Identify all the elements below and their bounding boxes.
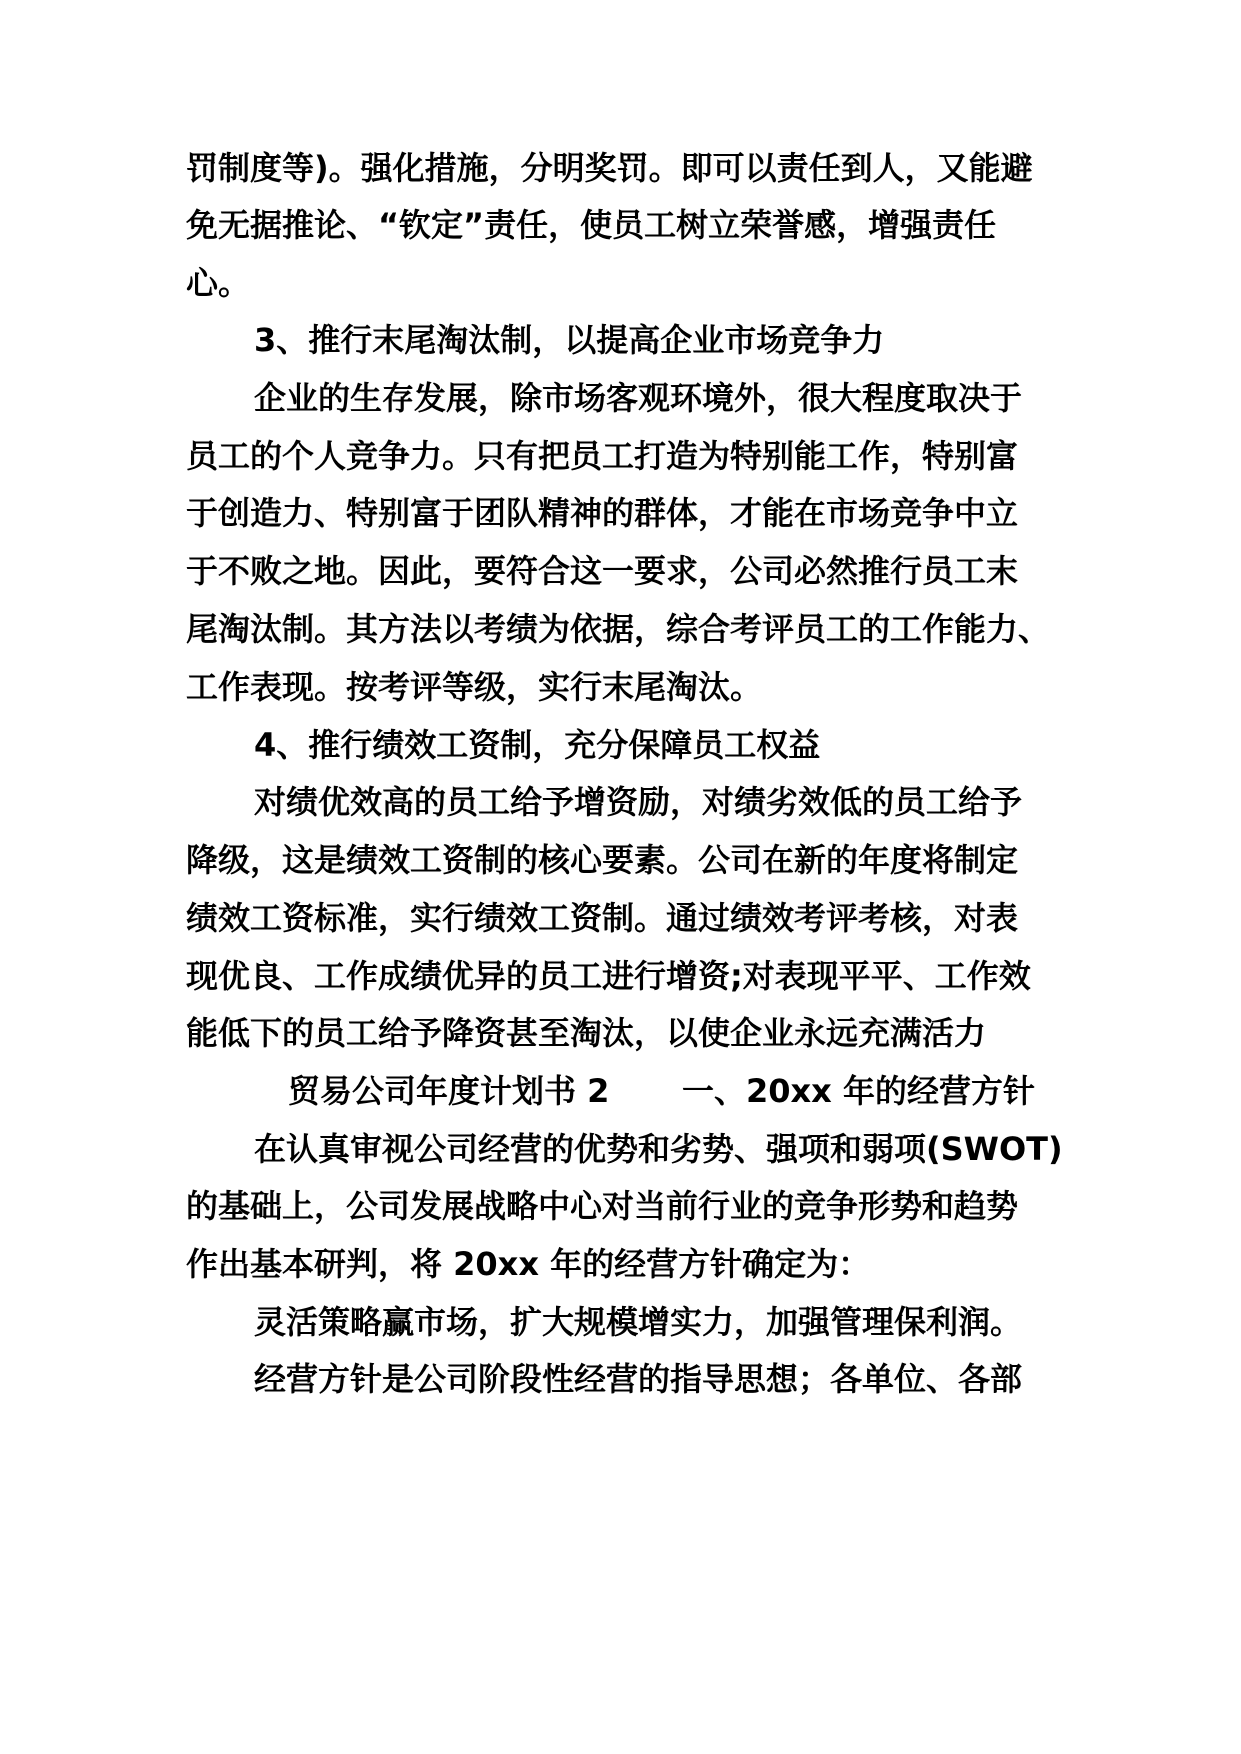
paragraph-line: 罚制度等)。强化措施，分明奖罚。即可以责任到人，又能避 [186,149,1033,187]
paragraph-line: 的基础上，公司发展战略中心对当前行业的竞争形势和趋势 [186,1187,1019,1225]
paragraph-line: 降级，这是绩效工资制的核心要素。公司在新的年度将制定 [186,841,1019,879]
paragraph-line: 对绩优效高的员工给予增资励，对绩劣效低的员工给予 [254,783,1023,821]
paragraph-line: 心。 [186,264,251,302]
paragraph-line: 企业的生存发展，除市场客观环境外，很大程度取决于 [254,379,1023,417]
paragraph-line: 员工的个人竞争力。只有把员工打造为特别能工作，特别富 [186,437,1019,475]
section-heading: 一、20xx 年的经营方针 [682,1072,1035,1110]
paragraph-line: 绩效工资标准，实行绩效工资制。通过绩效考评考核，对表 [186,899,1019,937]
paragraph-line: 工作表现。按考评等级，实行末尾淘汰。 [186,668,763,706]
paragraph-line: 能低下的员工给予降资甚至淘汰，以使企业永远充满活力 [186,1014,987,1052]
paragraph-line: 于不败之地。因此，要符合这一要求，公司必然推行员工末 [186,552,1019,590]
heading-4: 4、推行绩效工资制，充分保障员工权益 [254,726,821,764]
paragraph-line: 现优良、工作成绩优异的员工进行增资;对表现平平、工作效 [186,957,1031,995]
heading-3: 3、推行末尾淘汰制，以提高企业市场竞争力 [254,321,885,359]
paragraph-line: 灵活策略赢市场，扩大规模增实力，加强管理保利润。 [254,1303,1023,1341]
paragraph-line: 作出基本研判，将 20xx 年的经营方针确定为： [186,1245,871,1283]
paragraph-line: 尾淘汰制。其方法以考绩为依据，综合考评员工的工作能力、 [186,610,1051,648]
paragraph-line: 免无据推论、“钦定”责任，使员工树立荣誉感，增强责任 [186,206,997,244]
paragraph-line: 经营方针是公司阶段性经营的指导思想；各单位、各部 [254,1360,1023,1398]
section-title: 贸易公司年度计划书 2 [288,1072,610,1110]
paragraph-line: 在认真审视公司经营的优势和劣势、强项和弱项(SWOT) [254,1130,1063,1168]
paragraph-line: 于创造力、特别富于团队精神的群体，才能在市场竞争中立 [186,494,1019,532]
